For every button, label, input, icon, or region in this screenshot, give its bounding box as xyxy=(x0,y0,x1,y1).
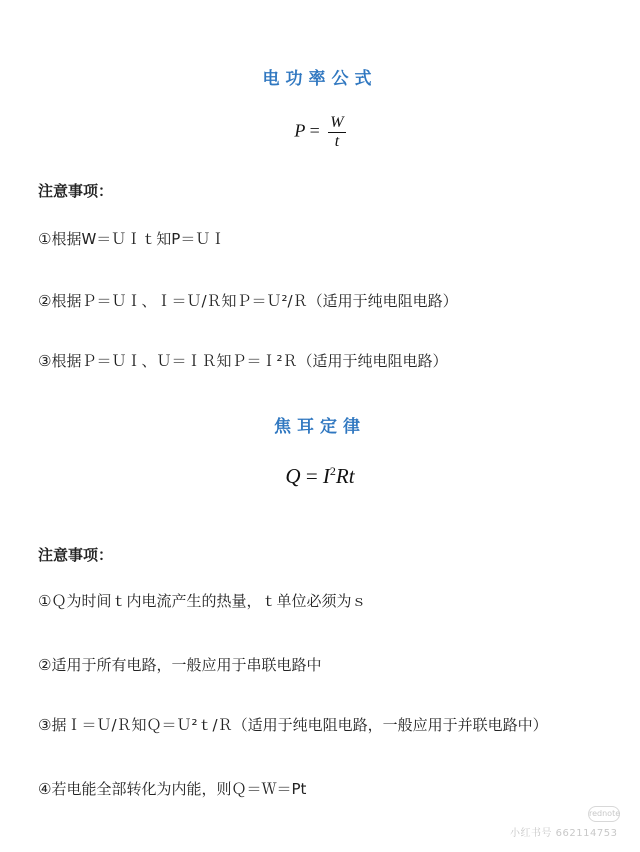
watermark-text: 小红书号 662114753 xyxy=(510,828,618,839)
section2-notes-label: 注意事项： xyxy=(38,546,114,564)
formula-lhs: Q xyxy=(285,464,301,488)
section2-note-1: ①Ｑ为时间ｔ内电流产生的热量，ｔ单位必须为ｓ xyxy=(38,592,367,610)
formula-current: I xyxy=(322,464,330,488)
power-formula xyxy=(0,114,640,151)
section1-note-2: ②根据Ｐ＝ＵＩ、Ｉ＝Ｕ/Ｒ知Ｐ＝Ｕ²/Ｒ（适用于纯电阻电路） xyxy=(38,292,458,310)
formula-equals: = xyxy=(309,120,320,141)
formula-denominator: t xyxy=(334,133,340,150)
formula-fraction xyxy=(328,114,345,151)
watermark-badge: rednote xyxy=(588,806,620,822)
section2-title: 焦耳定律 xyxy=(274,417,366,437)
formula-lhs: P xyxy=(294,120,306,141)
section1-notes-label: 注意事项： xyxy=(38,182,114,200)
section1-note-1: ①根据W＝ＵＩｔ知P＝ＵＩ xyxy=(38,230,226,248)
section2-note-4: ④若电能全部转化为内能，则Ｑ＝Ｗ＝Pt xyxy=(38,780,307,798)
section1-note-3: ③根据Ｐ＝ＵＩ、Ｕ＝ＩＲ知Ｐ＝Ｉ²Ｒ（适用于纯电阻电路） xyxy=(38,352,448,370)
section1-title: 电功率公式 xyxy=(262,69,378,89)
formula-numerator: W xyxy=(330,114,344,131)
section2-note-3: ③据Ｉ＝Ｕ/Ｒ知Ｑ＝Ｕ²ｔ/Ｒ（适用于纯电阻电路，一般应用于并联电路中） xyxy=(38,716,548,734)
formula-equals: = xyxy=(305,464,318,488)
formula-exponent: 2 xyxy=(329,464,336,478)
joule-formula xyxy=(0,464,640,489)
formula-rest: Rt xyxy=(335,464,355,488)
section2-note-2: ②适用于所有电路，一般应用于串联电路中 xyxy=(38,656,322,674)
